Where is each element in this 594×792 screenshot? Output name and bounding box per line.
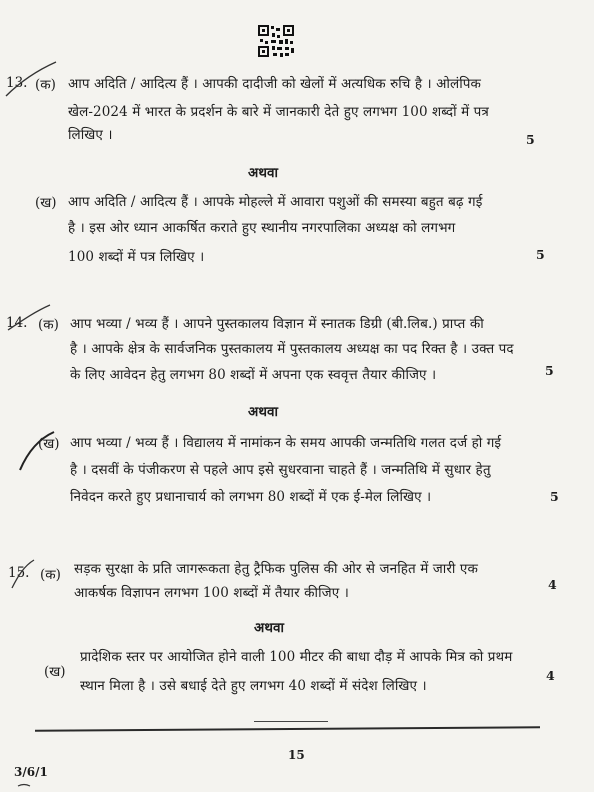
divider-short: [254, 721, 328, 722]
option-label: (ख): [38, 436, 60, 452]
question-text-line: आप अदिति / आदित्य हैं । आपके मोहल्ले में आवारा पशुओं की समस्या बहुत बढ़ गई: [68, 194, 483, 210]
question-text-line: निवेदन करते हुए प्रधानाचार्य को लगभग 80 शब्दों में एक ई-मेल लिखिए ।: [70, 489, 432, 505]
pen-tick-icon: [18, 785, 30, 787]
question-text-line: सड़क सुरक्षा के प्रति जागरूकता हेतु ट्रैफिक पुलिस की ओर से जनहित में जारी एक: [74, 561, 478, 577]
question-text-line: खेल-2024 में भारत के प्रदर्शन के बारे में जानकारी देते हुए लगभग 100 शब्दों में पत्र: [68, 104, 489, 120]
option-label: (क): [38, 317, 59, 333]
question-text-line: आप अदिति / आदित्य हैं । आपकी दादीजी को खेलों में अत्यधिक रुचि है । ओलंपिक: [68, 76, 481, 92]
marks: 5: [536, 247, 545, 262]
footer-divider: [35, 726, 540, 732]
marks: 5: [526, 132, 535, 147]
question-text-line: है । आपके क्षेत्र के सार्वजनिक पुस्तकालय में पुस्तकालय अध्यक्ष का पद रिक्त है । उक्त पद: [70, 341, 514, 357]
question-text-line: है । इस ओर ध्यान आकर्षित कराते हुए स्थानीय नगरपालिका अध्यक्ष को लगभग: [68, 220, 456, 236]
or-label: अथवा: [248, 404, 278, 420]
marks: 4: [546, 668, 555, 683]
question-text-line: आप भव्या / भव्य हैं । विद्यालय में नामांकन के समय आपकी जन्मतिथि गलत दर्ज हो गई: [70, 435, 502, 451]
paper-code: 3/6/1: [14, 765, 48, 779]
option-label: (क): [40, 567, 61, 583]
marks: 5: [550, 489, 559, 504]
question-text-line: आकर्षक विज्ञापन लगभग 100 शब्दों में तैयार कीजिए ।: [74, 585, 349, 601]
option-label: (क): [35, 77, 56, 93]
marks: 4: [548, 577, 557, 592]
option-label: (ख): [35, 195, 57, 211]
option-label: (ख): [44, 664, 66, 680]
qr-code-icon: [257, 24, 295, 58]
question-text-line: लिखिए ।: [68, 127, 113, 143]
marks: 5: [545, 363, 554, 378]
or-label: अथवा: [254, 620, 284, 636]
question-text-line: आप भव्या / भव्य हैं । आपने पुस्तकालय विज्ञान में स्नातक डिग्री (बी.लिब.) प्राप्त की: [70, 316, 484, 332]
question-number: 13.: [6, 75, 28, 91]
question-text-line: 100 शब्दों में पत्र लिखिए ।: [68, 249, 205, 265]
question-text-line: है । दसवीं के पंजीकरण से पहले आप इसे सुधरवाना चाहते हैं । जन्मतिथि में सुधार हेतु: [70, 462, 491, 478]
question-text-line: स्थान मिला है । उसे बधाई देते हुए लगभग 40 शब्दों में संदेश लिखिए ।: [80, 678, 427, 694]
question-number: 14.: [6, 315, 28, 331]
question-number: 15.: [8, 565, 30, 581]
or-label: अथवा: [248, 165, 278, 181]
page-number: 15: [288, 748, 305, 762]
question-text-line: प्रादेशिक स्तर पर आयोजित होने वाली 100 मीटर की बाधा दौड़ में आपके मित्र को प्रथम: [80, 649, 513, 665]
question-text-line: के लिए आवेदन हेतु लगभग 80 शब्दों में अपना एक स्ववृत्त तैयार कीजिए ।: [70, 367, 437, 383]
